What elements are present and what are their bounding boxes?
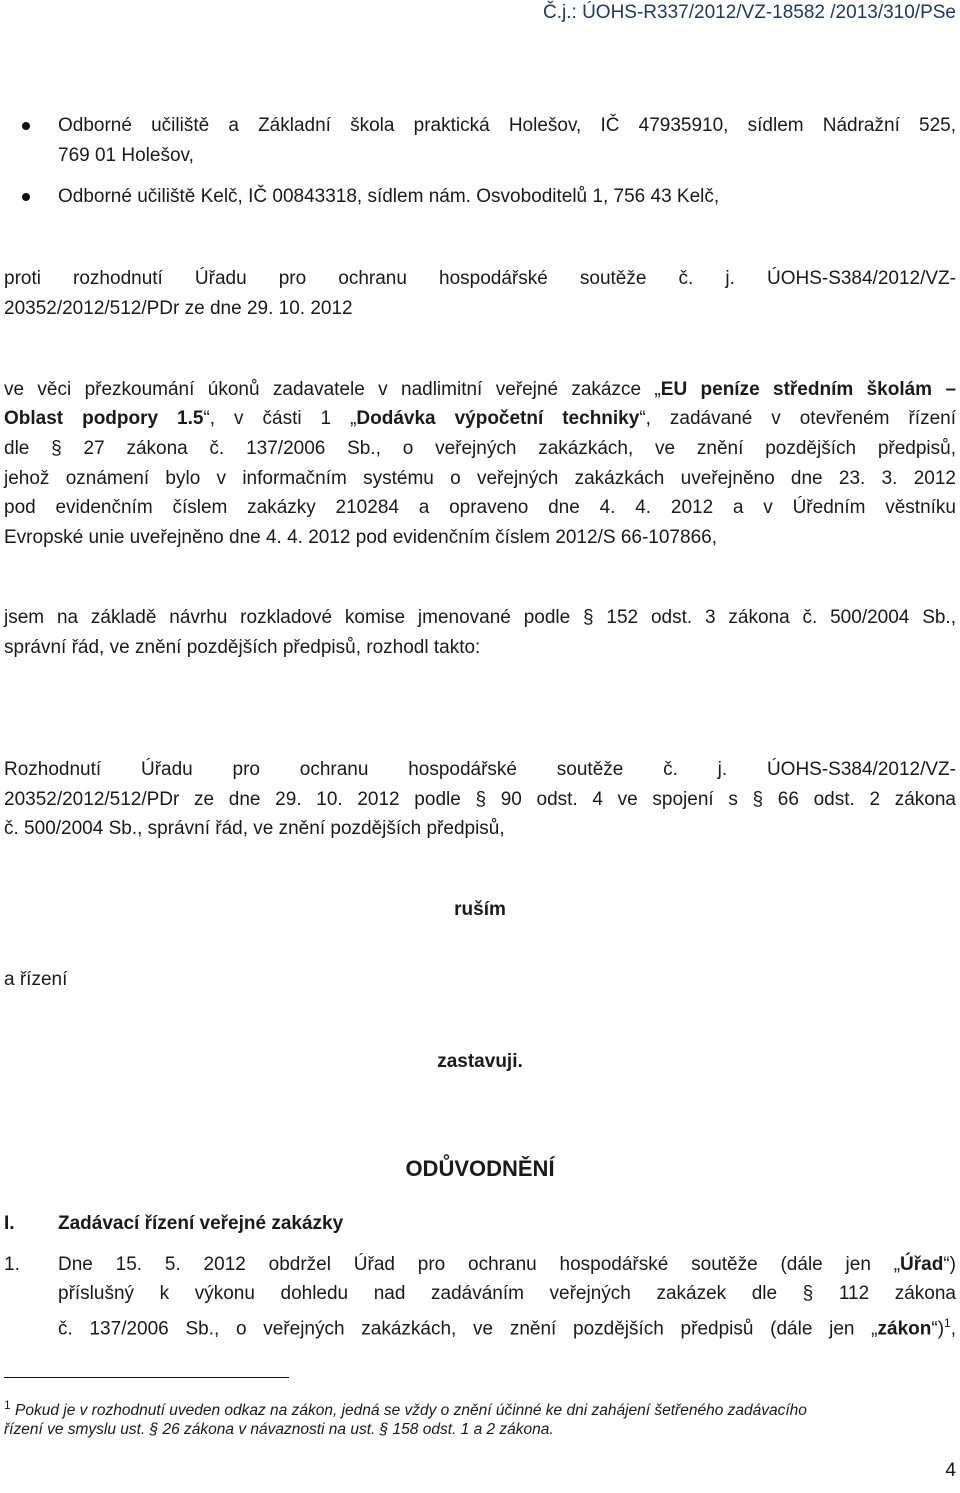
paragraph-1-line-3: č. 137/2006 Sb., o veřejných zakázkách, ve znění pozdějších předpisů (dále jen „zákon“)$^1$, — [58, 1316, 956, 1340]
against-line-2: 20352/2012/512/PDr ze dne 29. 10. 2012 — [4, 298, 353, 319]
bullet-icon — [22, 122, 30, 130]
section-number: I. — [4, 1213, 15, 1234]
decision-line-1: Rozhodnutí Úřadu pro ochranu hospodářské soutěže č. j. ÚOHS-S384/2012/VZ- — [4, 759, 956, 780]
contract-name: EU peníze středním školám – — [660, 379, 957, 400]
bullet-icon — [22, 193, 30, 201]
decision-line-3: č. 500/2004 Sb., správní řád, ve znění pozdějších předpisů, — [4, 818, 505, 839]
footnote-line-2: řízení ve smyslu ust. § 26 zákona v návaznosti na ust. § 158 odst. 1 a 2 zákona. — [4, 1421, 554, 1438]
decision-line-2: 20352/2012/512/PDr ze dne 29. 10. 2012 podle § 90 odst. 4 ve spojení s § 66 odst. 2 zákona — [4, 789, 956, 810]
paragraph-number: 1. — [4, 1254, 20, 1275]
matter-line-6: Evropské unie uveřejněno dne 4. 4. 2012 pod evidenčním číslem 2012/S 66-107866, — [4, 527, 717, 548]
matter-line-5: pod evidenčním číslem zakázky 210284 a opraveno dne 4. 4. 2012 a v Úředním věstníku — [4, 497, 956, 518]
matter-line-4: jehož oznámení bylo v informačním systému o veřejných zakázkách uveřejněno dne 23. 3. 2012 — [4, 468, 956, 489]
footnote-divider — [4, 1377, 289, 1378]
against-line-1: proti rozhodnutí Úřadu pro ochranu hospodářské soutěže č. j. ÚOHS-S384/2012/VZ- — [4, 268, 956, 289]
case-reference-header: Č.j.: ÚOHS-R337/2012/VZ-18582 /2013/310/PSe — [543, 2, 956, 23]
verdict-a-rizeni: a řízení — [4, 969, 68, 990]
matter-line-2: Oblast podpory 1.5“, v části 1 „Dodávka výpočetní techniky“, zadávané v otevřeném řízení — [4, 408, 956, 429]
matter-line-1: ve věci přezkoumání úkonů zadavatele v nadlimitní veřejné zakázce „EU peníze středním školám – — [4, 379, 957, 400]
bullet-item-1-line-2: 769 01 Holešov, — [58, 145, 194, 166]
paragraph-1-line-2: příslušný k výkonu dohledu nad zadáváním veřejných zakázek dle § 112 zákona — [58, 1283, 956, 1304]
verdict-rusim: ruším — [454, 899, 506, 920]
footnote-line-1: $^1$ Pokud je v rozhodnutí uveden odkaz na zákon, jedná se vždy o znění účinné ke dni zahájení šetřeného zadávacího — [4, 1398, 807, 1420]
lot-name: Dodávka výpočetní techniky — [356, 408, 640, 429]
bullet-item-2: Odborné učiliště Kelč, IČ 00843318, sídlem nám. Osvoboditelů 1, 756 43 Kelč, — [58, 186, 720, 207]
bullet-item-1-line-1: Odborné učiliště a Základní škola praktická Holešov, IČ 47935910, sídlem Nádražní 525, — [58, 115, 956, 136]
matter-line-3: dle § 27 zákona č. 137/2006 Sb., o veřejných zakázkách, ve znění pozdějších předpisů, — [4, 438, 956, 459]
basis-line-1: jsem na základě návrhu rozkladové komise jmenované podle § 152 odst. 3 zákona č. 500/2004 Sb., — [4, 607, 956, 628]
paragraph-1-line-1: Dne 15. 5. 2012 obdržel Úřad pro ochranu hospodářské soutěže (dále jen „Úřad“) — [58, 1254, 956, 1275]
footnote-ref[interactable]: 1 — [944, 1316, 951, 1330]
reasoning-heading: ODŮVODNĚNÍ — [405, 1156, 555, 1181]
section-title: Zadávací řízení veřejné zakázky — [58, 1213, 344, 1234]
page-number: 4 — [945, 1460, 956, 1481]
basis-line-2: správní řád, ve znění pozdějších předpisů, rozhodl takto: — [4, 637, 481, 658]
verdict-zastavuji: zastavuji. — [437, 1051, 523, 1072]
